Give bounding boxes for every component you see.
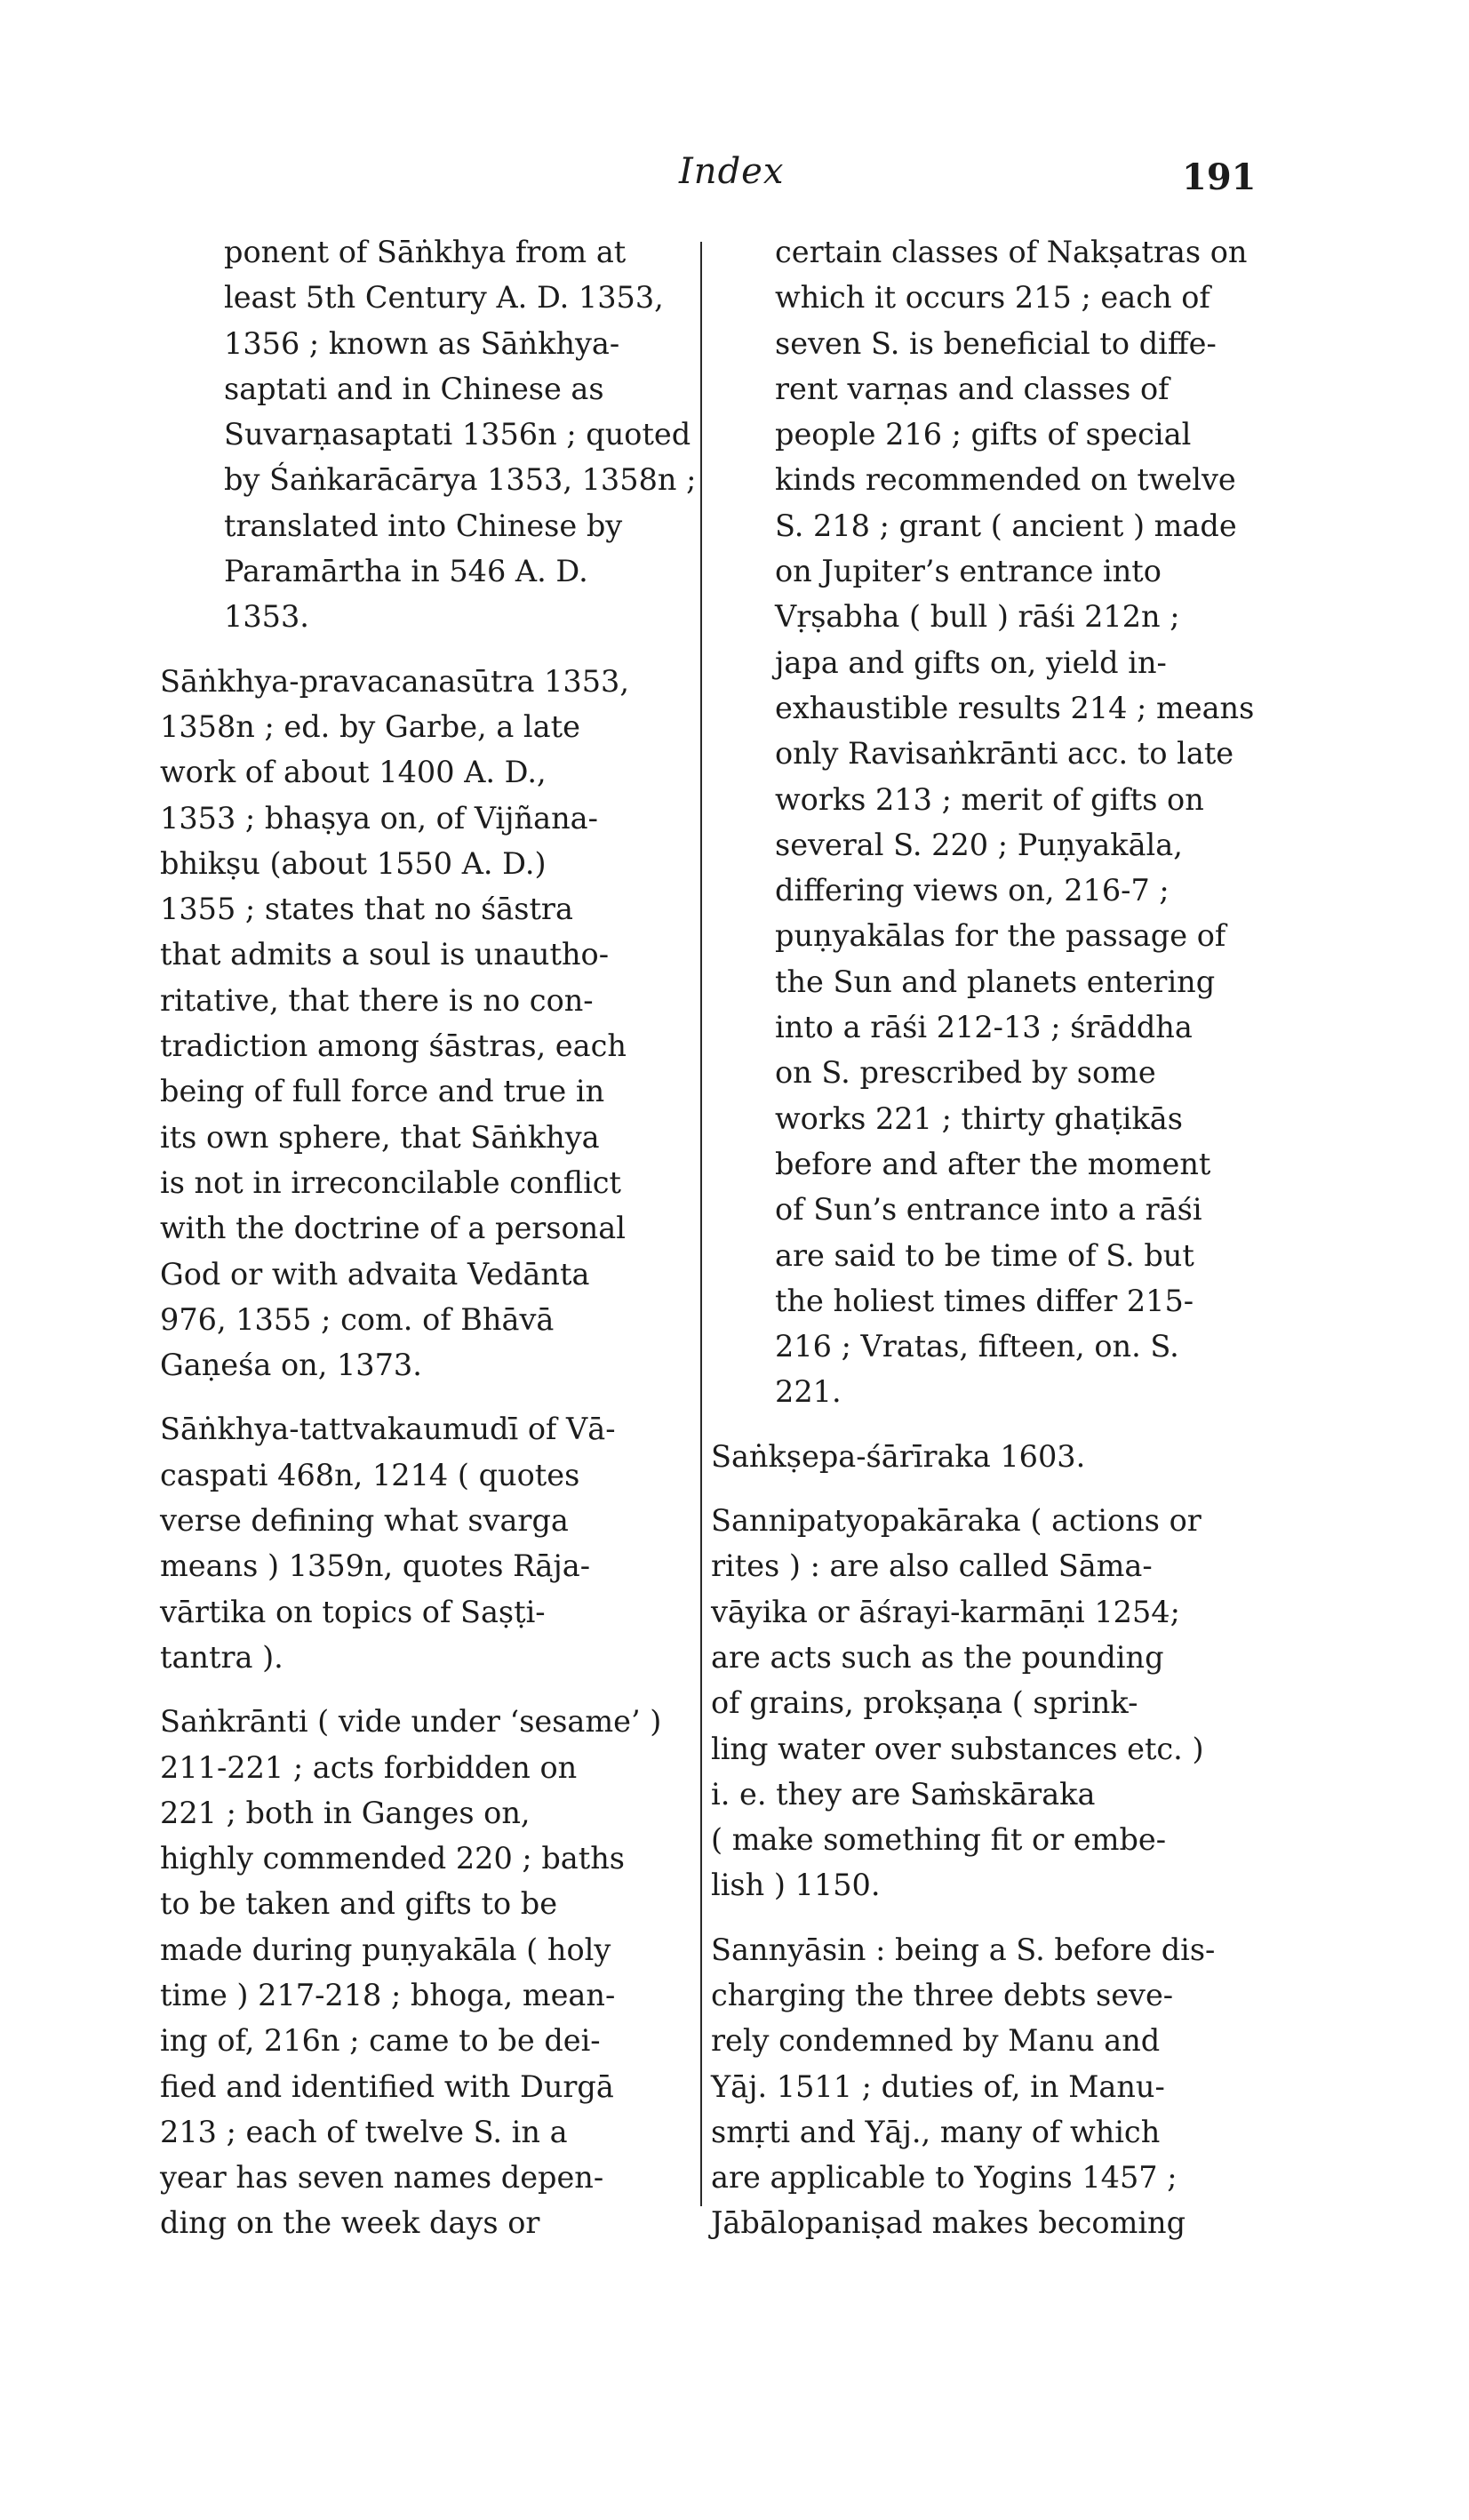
entry-line: ling water over substances etc. ) [711, 1731, 1204, 1766]
entry-line: the Sun and planets entering [775, 964, 1216, 999]
entry-line: S. 218 ; grant ( ancient ) made [775, 508, 1237, 543]
entry-line: only Ravisaṅkrānti acc. to late [775, 736, 1234, 772]
entry-line: ritative, that there is no con- [160, 982, 594, 1018]
entry-line: work of about 1400 A. D., [160, 755, 547, 790]
entry-line: are acts such as the pounding [711, 1639, 1164, 1675]
entry-line: Jābālopaniṣad makes becoming [711, 2205, 1186, 2241]
entry-line: caspati 468n, 1214 ( quotes [160, 1457, 580, 1492]
entry-line: least 5th Century A. D. 1353, [224, 280, 664, 316]
entry-line: japa and gifts on, yield in- [775, 644, 1167, 680]
entry-line: the holiest times differ 215- [775, 1283, 1194, 1318]
entry-line: certain classes of Nakṣatras on [775, 235, 1248, 269]
entry-line: works 213 ; merit of gifts on [775, 781, 1204, 817]
entry-line: 1353. [224, 599, 309, 635]
entry-line: tradiction among śāstras, each [160, 1028, 627, 1064]
entry-line: into a rāśi 212-13 ; śrāddha [775, 1010, 1193, 1045]
entry-line: differing views on, 216-7 ; [775, 873, 1170, 908]
index-entry-sankhya-pravacanasutra [160, 659, 693, 1388]
entry-line: 1355 ; states that no śāstra [160, 892, 573, 927]
entry-line: people 216 ; gifts of special [775, 417, 1192, 452]
entry-line: is not in irreconcilable conflict [160, 1164, 622, 1200]
entry-line: ding on the week days or [160, 2205, 540, 2241]
entry-line: on Jupiter’s entrance into [775, 554, 1162, 589]
entry-line: rely condemned by Manu and [711, 2023, 1161, 2059]
entry-line: rites ) : are also called Sāma- [711, 1548, 1153, 1584]
entry-line: bhikṣu (about 1550 A. D.) [160, 845, 547, 881]
entry-line: rent varṇas and classes of [775, 371, 1170, 406]
entry-line: God or with advaita Vedānta [160, 1256, 590, 1292]
entry-line: fied and identified with Durgā [160, 2068, 614, 2104]
entry-line: Suvarṇasaptati 1356n ; quoted [224, 417, 691, 452]
entry-line: smṛti and Yāj., many of which [711, 2114, 1161, 2149]
entry-line: 976, 1355 ; com. of Bhāvā [160, 1301, 555, 1337]
index-entry-sannyasin [711, 1927, 1262, 2246]
entry-line: before and after the moment [775, 1146, 1211, 1181]
entry-line: of grains, prokṣaṇa ( sprink- [711, 1685, 1138, 1721]
entry-line: Sannipatyopakāraka ( actions or [711, 1503, 1202, 1539]
index-entry-continuation [775, 229, 1262, 1415]
entry-line: 1356 ; known as Sāṅkhya- [224, 325, 620, 361]
column-divider [700, 242, 702, 2206]
entry-line: 1358n ; ed. by Garbe, a late [160, 708, 580, 744]
index-entry-sankhya-tattvakaumudi [160, 1406, 693, 1680]
entry-line: 1353 ; bhaṣya on, of Vijñana- [160, 800, 598, 836]
page-header [0, 142, 1469, 204]
entry-line: of Sun’s entrance into a rāśi [775, 1192, 1202, 1228]
entry-line: Sāṅkhya-pravacanasūtra 1353, [160, 663, 629, 699]
entry-line: lish ) 1150. [711, 1868, 881, 1903]
entry-line: 213 ; each of twelve S. in a [160, 2114, 568, 2149]
entry-line: vārtika on topics of Saṣṭi- [160, 1594, 546, 1629]
entry-line: with the doctrine of a personal [160, 1211, 626, 1246]
entry-line: 216 ; Vratas, fifteen, on. S. [775, 1329, 1179, 1364]
entry-line: 221 ; both in Ganges on, [160, 1795, 531, 1830]
entry-line: time ) 217-218 ; bhoga, mean- [160, 1977, 616, 2012]
index-entry-sanksepa-sariraka [711, 1434, 1262, 1479]
entry-line: charging the three debts seve- [711, 1977, 1174, 2012]
entry-line: ( make something fit or embe- [711, 1822, 1167, 1858]
entry-line: i. e. they are Saṁskāraka [711, 1776, 1096, 1812]
right-column [711, 229, 1262, 2265]
entry-line: highly commended 220 ; baths [160, 1841, 625, 1876]
entry-line: Sannyāsin : being a S. before dis- [711, 1932, 1216, 1967]
entry-line: year has seven names depen- [160, 2160, 604, 2196]
entry-line: ing of, 216n ; came to be dei- [160, 2023, 601, 2059]
entry-line: by Śaṅkarācārya 1353, 1358n ; [224, 462, 697, 498]
entry-line: translated into Chinese by [224, 508, 623, 543]
entry-line: verse defining what svarga [160, 1503, 569, 1539]
page-number: 191 [1182, 156, 1257, 198]
entry-line: works 221 ; thirty ghaṭikās [775, 1100, 1183, 1136]
entry-line: that admits a soul is unautho- [160, 937, 610, 972]
left-column [160, 229, 697, 2265]
entry-line: 211-221 ; acts forbidden on [160, 1749, 578, 1785]
entry-line: Sāṅkhya-tattvakaumudī of Vā- [160, 1412, 616, 1447]
entry-line: saptati and in Chinese as [224, 371, 604, 406]
entry-line: are said to be time of S. but [775, 1237, 1194, 1273]
entry-line: means ) 1359n, quotes Rāja- [160, 1548, 591, 1584]
entry-line: Saṅkṣepa-śārīraka 1603. [711, 1438, 1086, 1474]
entry-line: exhaustible results 214 ; means [775, 690, 1255, 725]
entry-line: Yāj. 1511 ; duties of, in Manu- [711, 2068, 1165, 2104]
entry-line: Paramārtha in 546 A. D. [224, 554, 588, 589]
entry-line: seven S. is beneficial to diffe- [775, 325, 1217, 361]
entry-line: tantra ). [160, 1639, 283, 1675]
index-entry-continuation [224, 229, 697, 640]
entry-line: Saṅkrānti ( vide under ‘sesame’ ) [160, 1704, 662, 1740]
entry-line: made during puṇyakāla ( holy [160, 1932, 611, 1967]
index-entry-sankranti [160, 1699, 693, 2246]
entry-line: which it occurs 215 ; each of [775, 280, 1210, 316]
entry-line: to be taken and gifts to be [160, 1886, 558, 1922]
entry-line: vāyika or āśrayi-karmāṇi 1254; [711, 1594, 1180, 1629]
entry-line: 221. [775, 1374, 842, 1410]
running-title: Index [679, 151, 785, 192]
entry-line: several S. 220 ; Puṇyakāla, [775, 827, 1183, 862]
entry-line: puṇyakālas for the passage of [775, 918, 1226, 954]
entry-line: Vṛṣabha ( bull ) rāśi 212n ; [775, 599, 1180, 635]
entry-line: being of full force and true in [160, 1074, 605, 1109]
entry-line: Gaṇeśa on, 1373. [160, 1348, 422, 1383]
entry-line: its own sphere, that Sāṅkhya [160, 1119, 600, 1155]
index-entry-sannipatyopakaraka [711, 1498, 1262, 1908]
entry-line: ponent of Sāṅkhya from at [224, 235, 627, 269]
entry-line: are applicable to Yogins 1457 ; [711, 2160, 1178, 2196]
entry-line: on S. prescribed by some [775, 1055, 1156, 1091]
entry-line: kinds recommended on twelve [775, 462, 1236, 498]
